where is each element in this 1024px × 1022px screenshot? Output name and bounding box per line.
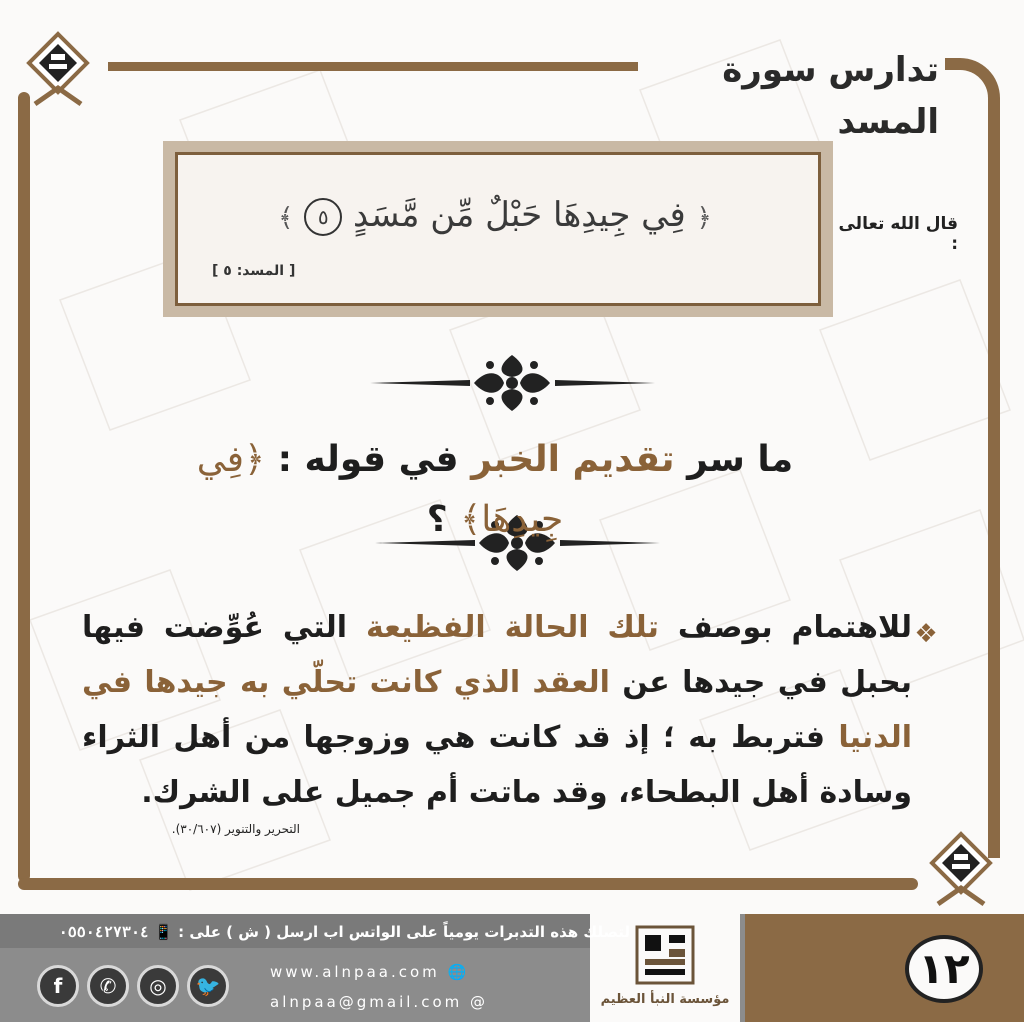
globe-icon: 🌐 xyxy=(447,963,470,981)
instagram-icon[interactable]: ◎ xyxy=(137,965,179,1007)
question-highlight: تقديم الخبر xyxy=(471,439,675,480)
question-quote: ﴿فِي جِيدِهَا﴾ xyxy=(196,439,564,540)
verse-close-bracket: ﴾ xyxy=(278,203,294,233)
verse-text xyxy=(200,185,790,245)
phone-icon: 📱 xyxy=(154,923,173,941)
frame-top-bar xyxy=(108,62,638,71)
answer-paragraph xyxy=(82,600,912,850)
corner-logo-bottom-right xyxy=(928,830,994,908)
email-row[interactable] xyxy=(270,990,510,1014)
page-number-badge: ١٢ xyxy=(905,935,983,1003)
frame-right-curve xyxy=(945,58,1000,858)
verse-reference: [ المسد: ٥ ] xyxy=(212,263,296,279)
website-row[interactable] xyxy=(270,960,510,984)
org-logo xyxy=(635,925,695,985)
phone-number[interactable]: ٠٥٥٠٤٢٧٣٠٤ xyxy=(58,923,150,941)
question-part1: ما سر xyxy=(687,439,794,480)
source-citation: التحرير والتنوير (٣٠/٦٠٧). xyxy=(171,822,300,836)
org-name: مؤسسة النبأ العظيم xyxy=(600,992,730,1007)
whatsapp-icon[interactable]: ✆ xyxy=(87,965,129,1007)
website-link[interactable]: www.alnpaa.com xyxy=(270,963,440,981)
verse-number: ٥ xyxy=(304,198,342,236)
verse-open-bracket: ﴿ xyxy=(696,203,712,233)
page-title: تدارس سورة المسد xyxy=(722,50,939,142)
corner-logo-top-left xyxy=(25,30,91,108)
at-icon: @ xyxy=(470,993,489,1011)
frame-bottom-bar xyxy=(18,878,918,890)
email-link[interactable]: alnpaa@gmail.com xyxy=(270,993,463,1011)
question-part2: في قوله : xyxy=(277,439,459,480)
answer-seg2: تلك الحالة الفظيعة xyxy=(365,610,659,645)
twitter-icon[interactable]: 🐦 xyxy=(187,965,229,1007)
frame-left-bar xyxy=(18,92,30,882)
question-heading xyxy=(165,430,825,540)
ornament-divider-top xyxy=(370,352,655,414)
bullet-diamond-icon: ❖ xyxy=(914,619,938,649)
verse-content: فِي جِيدِهَا حَبْلٌ مِّن مَّسَدٍ xyxy=(353,195,686,235)
answer-seg3: التي عُوِّضت فيها بحبل في جيدها عن xyxy=(82,610,913,700)
answer-seg5: فتربط به ؛ إذ قد كانت هي وزوجها من أهل الثراء وسادة أهل البطحاء، وقد ماتت أم جميل على الشرك. xyxy=(82,720,912,810)
answer-seg1: للاهتمام بوصف xyxy=(677,610,912,645)
subscribe-text: لتصلك هذه التدبرات يومياً على الواتس اب ارسل ( ش ) على : xyxy=(178,923,630,941)
verse-intro: قال الله تعالى : xyxy=(838,214,958,254)
facebook-icon[interactable]: f xyxy=(37,965,79,1007)
question-mark: ؟ xyxy=(426,499,448,540)
subscribe-message xyxy=(10,918,630,946)
answer-seg4: العقد الذي كانت تحلّي به جيدها في الدنيا xyxy=(82,665,913,755)
